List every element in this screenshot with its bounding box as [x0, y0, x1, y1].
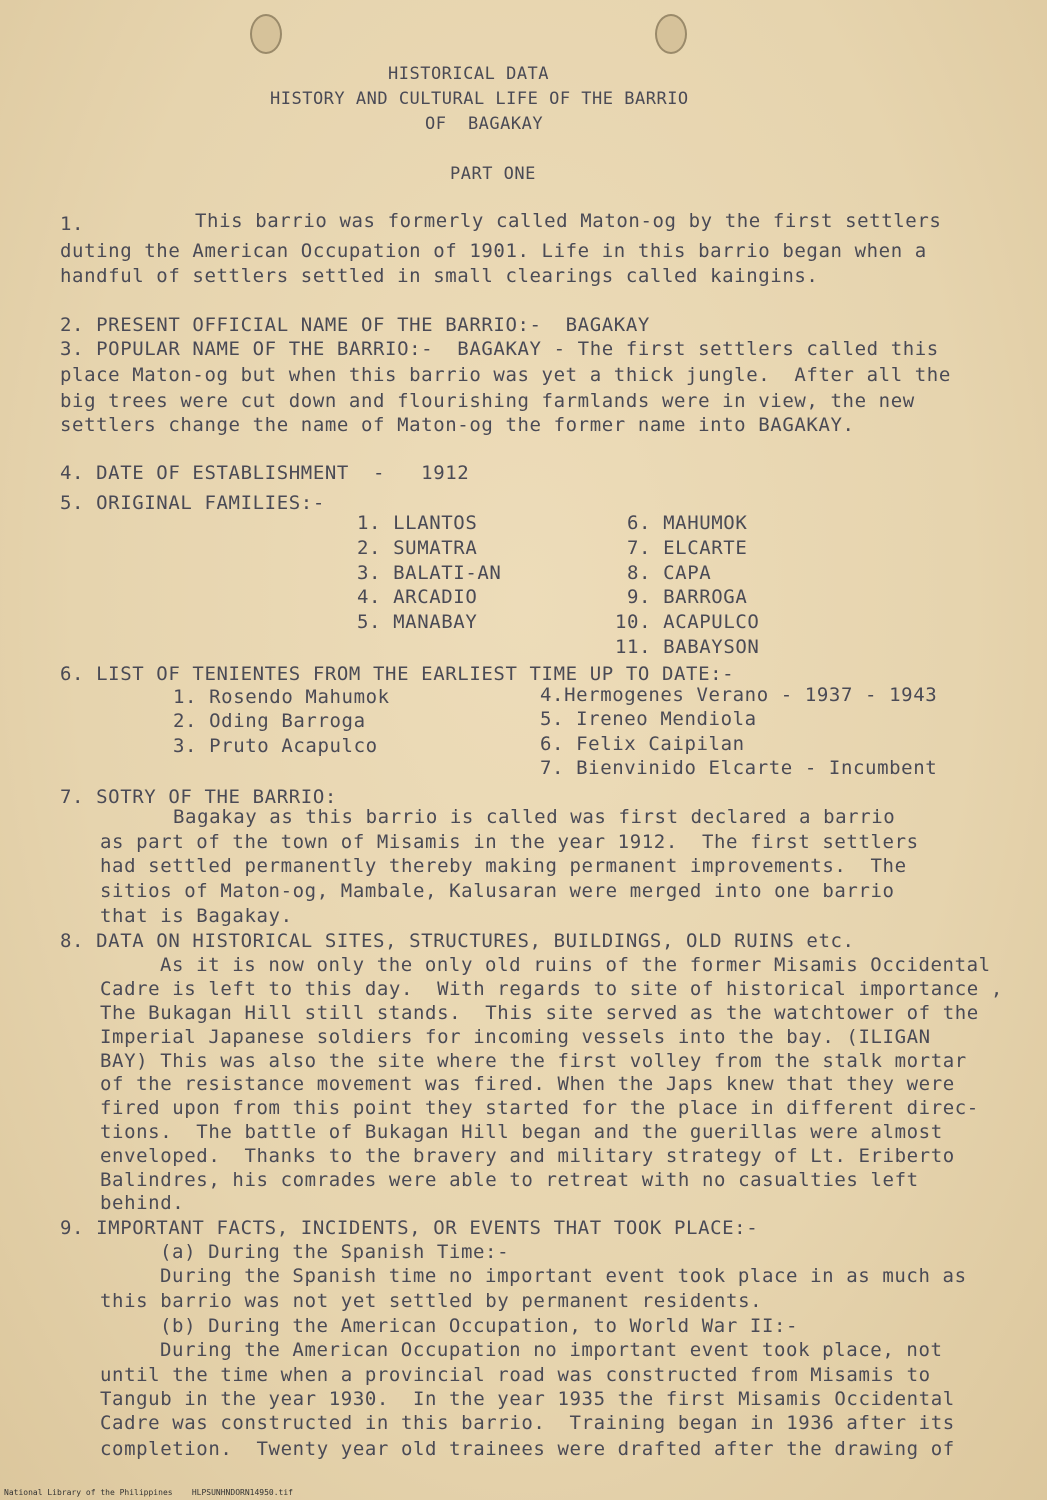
section-number: 1. — [60, 213, 85, 235]
section-text: had settled permanently thereby making permanent improvements. The — [100, 855, 907, 877]
section-text: that is Bagakay. — [100, 905, 293, 927]
part-heading: PART ONE — [450, 164, 536, 184]
family-entry: 11. BABAYSON — [615, 636, 760, 658]
section-text: Cadre was constructed in this barrio. Training began in 1936 after its — [100, 1412, 955, 1434]
family-entry: 9. BARROGA — [627, 586, 748, 608]
punch-hole-right — [655, 14, 687, 54]
section-text: big trees were cut down and flourishing farmlands were in view, the new — [60, 390, 915, 412]
teniente-entry: 2. Oding Barroga — [173, 710, 366, 732]
section-text: settlers change the name of Maton-og the former name into BAGAKAY. — [60, 414, 855, 436]
section-text: place Maton-og but when this barrio was yet a thick jungle. After all the — [60, 364, 951, 386]
section-text: The Bukagan Hill still stands. This site served as the watchtower of the — [100, 1002, 979, 1024]
events-heading: 9. IMPORTANT FACTS, INCIDENTS, OR EVENTS THAT TOOK PLACE:- — [60, 1217, 759, 1239]
teniente-entry: 6. Felix Caipilan — [540, 733, 745, 755]
section-text: As it is now only the only old ruins of the former Misamis Occidental — [160, 954, 991, 976]
teniente-entry: 4.Hermogenes Verano - 1937 - 1943 — [540, 684, 938, 706]
section-text: duting the American Occupation of 1901. Life in this barrio began when a — [60, 240, 927, 262]
family-entry: 10. ACAPULCO — [615, 611, 760, 633]
family-entry: 3. BALATI-AN — [357, 562, 502, 584]
subsection-heading: (b) During the American Occupation, to World War II:- — [160, 1315, 799, 1337]
family-entry: 6. MAHUMOK — [627, 512, 748, 534]
section-text: behind. — [100, 1192, 185, 1214]
establishment-date: 4. DATE OF ESTABLISHMENT - 1912 — [60, 462, 470, 484]
section-text: fired upon from this point they started for the place in different direc- — [100, 1097, 979, 1119]
section-text: completion. Twenty year old trainees were drafted after the drawing of — [100, 1438, 955, 1460]
doc-title: HISTORICAL DATA — [388, 64, 550, 84]
section-text: Cadre is left to this day. With regards to site of historical importance , — [100, 978, 1003, 1000]
section-text: until the time when a provincial road was constructed from Misamis to — [100, 1364, 931, 1386]
family-entry: 5. MANABAY — [357, 611, 478, 633]
section-text: BAY) This was also the site where the first volley from the stalk mortar — [100, 1050, 967, 1072]
section-text: Bagakay as this barrio is called was first declared a barrio — [173, 806, 896, 828]
family-entry: 1. LLANTOS — [357, 512, 478, 534]
section-text: tions. The battle of Bukagan Hill began and the guerillas were almost — [100, 1121, 943, 1143]
family-entry: 2. SUMATRA — [357, 537, 478, 559]
popular-name: 3. POPULAR NAME OF THE BARRIO:- BAGAKAY - The first settlers called this — [60, 338, 939, 360]
family-entry: 8. CAPA — [627, 562, 712, 584]
archive-footer: National Library of the Philippines HLPSUNHNDORN14950.tif — [4, 1488, 293, 1497]
historical-sites-heading: 8. DATA ON HISTORICAL SITES, STRUCTURES, BUILDINGS, OLD RUINS etc. — [60, 930, 855, 952]
section-text: this barrio was not yet settled by permanent residents. — [100, 1290, 763, 1312]
section-text: Tangub in the year 1930. In the year 1935 the first Misamis Occidental — [100, 1388, 955, 1410]
doc-subtitle-2: OF BAGAKAY — [425, 114, 544, 134]
family-entry: 4. ARCADIO — [357, 586, 478, 608]
doc-subtitle: HISTORY AND CULTURAL LIFE OF THE BARRIO — [270, 89, 689, 109]
families-heading: 5. ORIGINAL FAMILIES:- — [60, 492, 325, 514]
section-text: as part of the town of Misamis in the year 1912. The first settlers — [100, 831, 919, 853]
tenientes-heading: 6. LIST OF TENIENTES FROM THE EARLIEST TIME UP TO DATE:- — [60, 663, 735, 685]
teniente-entry: 5. Ireneo Mendiola — [540, 708, 757, 730]
section-text: enveloped. Thanks to the bravery and military strategy of Lt. Eriberto — [100, 1145, 955, 1167]
story-heading: 7. SOTRY OF THE BARRIO: — [60, 786, 337, 808]
section-text: sitios of Maton-og, Mambale, Kalusaran were merged into one barrio — [100, 880, 895, 902]
teniente-entry: 7. Bienvinido Elcarte - Incumbent — [540, 757, 938, 779]
teniente-entry: 3. Pruto Acapulco — [173, 735, 378, 757]
section-text: Balindres, his comrades were able to retreat with no casualties left — [100, 1169, 919, 1191]
section-text: of the resistance movement was fired. When the Japs knew that they were — [100, 1073, 955, 1095]
section-text: Imperial Japanese soldiers for incoming vessels into the bay. (ILIGAN — [100, 1026, 931, 1048]
section-text: During the Spanish time no important event took place in as much as — [160, 1265, 967, 1287]
family-entry: 7. ELCARTE — [627, 537, 748, 559]
punch-hole-left — [250, 14, 282, 54]
section-text: handful of settlers settled in small clearings called kaingins. — [60, 265, 819, 287]
official-name: 2. PRESENT OFFICIAL NAME OF THE BARRIO:- BAGAKAY — [60, 314, 650, 336]
subsection-heading: (a) During the Spanish Time:- — [160, 1241, 510, 1263]
section-text: During the American Occupation no important event took place, not — [160, 1339, 943, 1361]
teniente-entry: 1. Rosendo Mahumok — [173, 686, 390, 708]
section-text: This barrio was formerly called Maton-og by the first settlers — [195, 210, 942, 232]
